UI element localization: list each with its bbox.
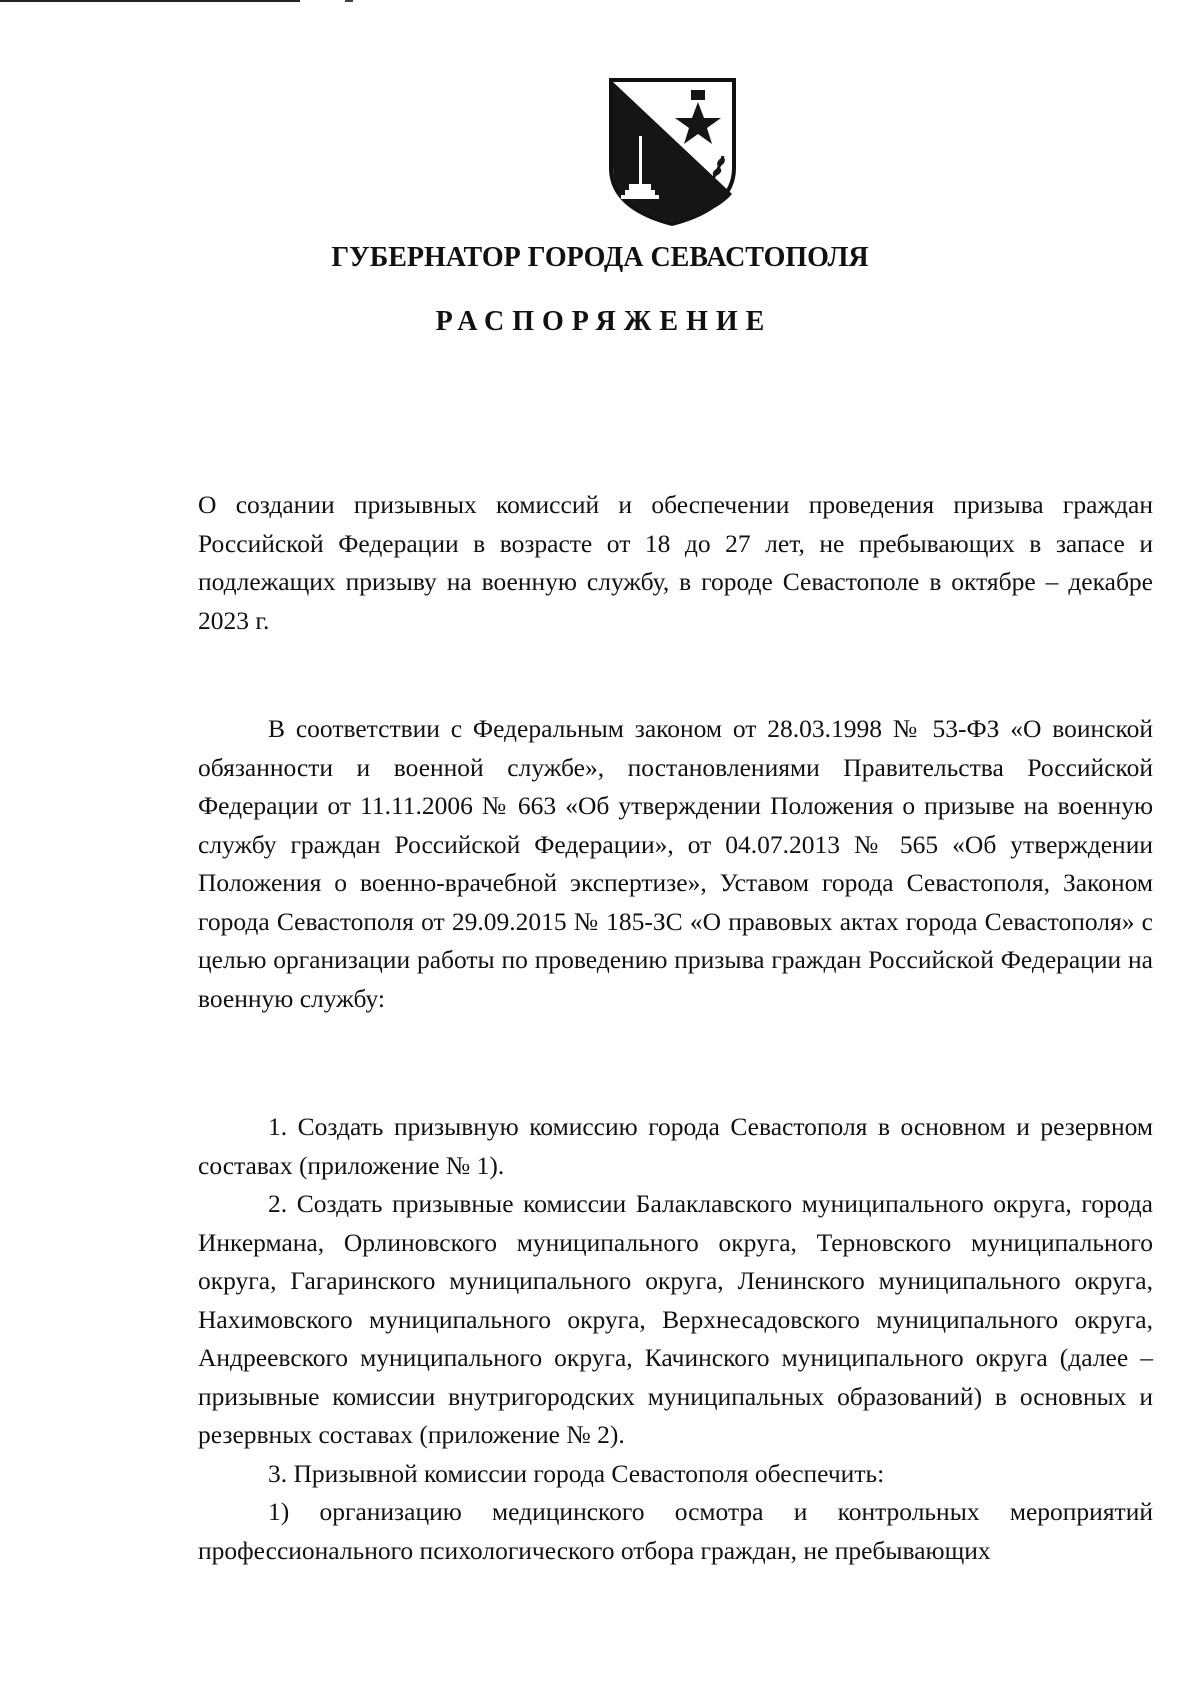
order-item: 3. Призывной комиссии города Севастополя обеспечить: bbox=[268, 1458, 885, 1488]
preamble-paragraph: В соответствии с Федеральным законом от 28.03.1998 № 53-ФЗ «О воинской обязанности и военной службе», постановлениями Правительства Российской Федерации от 11.11.2006 № 663 «Об утверждении Положения о призыве на военную службу граждан Российской Федерации», от 04.07.2013 № 565 «Об утверждении Положения о военно-врачебной экспертизе», Уставом города Севастополя, Законом города Севастополя от 29.09.2015 № 185-ЗС «О правовых актах города Севастополя» с целью организации работы по проведению призыва граждан Российской Федерации на военную службу: bbox=[198, 714, 1153, 1013]
scan-artifact-line bbox=[0, 0, 300, 2]
preamble bbox=[198, 710, 1153, 1018]
document-subject: О создании призывных комиссий и обеспечении проведения призыва граждан Российской Федерации в возрасте от 18 до 27 лет, не пребывающих в запасе и подлежащих призыву на военную службу, в городе Севастополе в октябре – декабре 2023 г. bbox=[198, 490, 1153, 635]
issuer-title: ГУБЕРНАТОР ГОРОДА СЕВАСТОПОЛЯ bbox=[331, 242, 869, 273]
scan-artifact-dot bbox=[345, 0, 353, 2]
order-items bbox=[198, 1108, 1153, 1570]
order-item: 1. Создать призывную комиссию города Севастополя в основном и резервном составах (приложение № 1). bbox=[198, 1112, 1153, 1180]
document-type: РАСПОРЯЖЕНИЕ bbox=[435, 306, 773, 337]
order-subitem: 1) организацию медицинского осмотра и контрольных мероприятий профессионального психологического отбора граждан, не пребывающих bbox=[198, 1497, 1153, 1565]
sevastopol-coat-of-arms-icon bbox=[605, 76, 740, 226]
order-item: 2. Создать призывные комиссии Балаклавского муниципального округа, города Инкермана, Орлиновского муниципального округа, Терновского муниципального округа, Гагаринского муниципального округа, Ленинского муниципального округа, Нахимовского муниципального округа, Верхнесадовского муниципального округа, Андреевского муниципального округа, Качинского муниципального округа (далее – призывные комиссии внутригородских муниципальных образований) в основных и резервных составах (приложение № 2). bbox=[198, 1189, 1153, 1449]
